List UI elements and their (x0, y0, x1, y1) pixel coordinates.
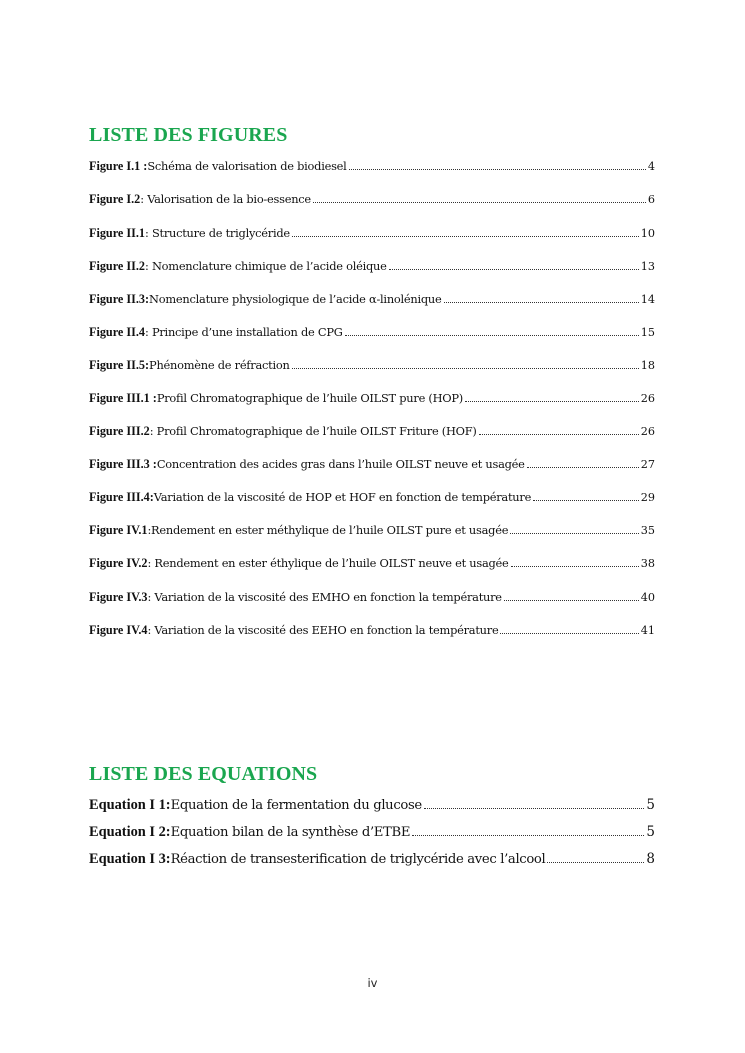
figure-title: : Principe d’une installation de CPG (144, 324, 343, 339)
figure-page-number: 18 (640, 358, 655, 372)
figure-label: Figure II.5: (89, 357, 150, 372)
figure-entry[interactable] (89, 324, 655, 357)
figure-title: : Rendement en ester éthylique de l’huile OILST neuve et usagée (147, 556, 509, 571)
figure-title: Phénomène de réfraction (149, 357, 290, 372)
dot-leader (511, 556, 639, 567)
figure-label: Figure II.4 (89, 324, 145, 339)
figure-entry[interactable] (89, 225, 655, 258)
dot-leader (533, 490, 639, 501)
figure-label: Figure I.2 (89, 192, 141, 207)
figure-page-number: 14 (640, 292, 655, 306)
dot-leader (345, 324, 639, 335)
figure-title: : Structure de triglycéride (144, 225, 290, 240)
figure-entry[interactable] (89, 556, 655, 589)
equations-list-heading: LISTE DES EQUATIONS (89, 763, 318, 785)
figure-label: Figure II.2 (89, 258, 145, 273)
figure-entry[interactable] (89, 358, 655, 391)
figure-page-number: 10 (640, 226, 655, 240)
figure-page-number: 15 (640, 325, 655, 339)
equation-entry[interactable] (89, 823, 655, 850)
figure-entry[interactable] (89, 192, 655, 225)
figure-entry[interactable] (89, 258, 655, 291)
figure-label: Figure IV.4 (89, 622, 148, 637)
figure-title: Nomenclature physiologique de l’acide α-linolénique (149, 291, 442, 306)
dot-leader (389, 258, 639, 269)
equation-title: Equation bilan de la synthèse d’ETBE (170, 825, 411, 841)
dot-leader (349, 159, 646, 170)
figure-label: Figure I.1 : (89, 159, 148, 174)
equation-label: Equation I 3: (89, 851, 171, 868)
figure-label: Figure III.4: (89, 490, 154, 505)
figure-label: Figure II.1 (89, 225, 145, 240)
dot-leader (313, 192, 646, 203)
figure-entry[interactable] (89, 424, 655, 457)
figure-page-number: 35 (640, 524, 655, 538)
figure-label: Figure IV.3 (89, 589, 148, 604)
figure-entry[interactable] (89, 622, 655, 655)
figure-title: Concentration des acides gras dans l’huile OILST neuve et usagée (156, 457, 525, 472)
dot-leader (424, 796, 645, 809)
page-number: iv (367, 976, 378, 990)
equations-list (89, 796, 655, 877)
figure-title: : Variation de la viscosité des EMHO en fonction la température (147, 589, 502, 604)
dot-leader (479, 424, 639, 435)
dot-leader (510, 523, 639, 534)
equation-entry[interactable] (89, 850, 655, 877)
figure-page-number: 26 (640, 392, 655, 406)
figure-entry[interactable] (89, 490, 655, 523)
figure-title: Profil Chromatographique de l’huile OILST pure (HOP) (156, 391, 464, 406)
equation-entry[interactable] (89, 796, 655, 823)
figure-label: Figure III.3 : (89, 457, 157, 472)
figure-entry[interactable] (89, 391, 655, 424)
figure-entry[interactable] (89, 291, 655, 324)
figures-list (89, 159, 655, 655)
figure-page-number: 41 (640, 623, 655, 637)
figure-entry[interactable] (89, 457, 655, 490)
dot-leader (292, 358, 639, 369)
equation-page-number: 5 (646, 797, 655, 814)
equation-title: Réaction de transesterification de triglycéride avec l’alcool (170, 852, 546, 868)
dot-leader (292, 225, 639, 236)
figure-title: Variation de la viscosité de HOP et HOF en fonction de température (153, 490, 532, 505)
figure-title: : Nomenclature chimique de l’acide oléique (144, 258, 387, 273)
figure-page-number: 27 (640, 458, 655, 472)
figure-label: Figure IV.2 (89, 556, 148, 571)
dot-leader (504, 589, 639, 600)
equation-page-number: 5 (646, 824, 655, 841)
figure-title: : Variation de la viscosité des EEHO en fonction la température (147, 622, 499, 637)
equation-title: Equation de la fermentation du glucose (170, 798, 422, 814)
dot-leader (465, 391, 639, 402)
figure-entry[interactable] (89, 523, 655, 556)
figure-page-number: 29 (640, 491, 655, 505)
figure-page-number: 13 (640, 259, 655, 273)
figure-label: Figure IV.1 (89, 523, 148, 538)
dot-leader (444, 291, 639, 302)
figures-list-heading: LISTE DES FIGURES (89, 124, 288, 146)
equation-label: Equation I 1: (89, 797, 171, 814)
dot-leader (412, 823, 644, 836)
dot-leader (547, 850, 644, 863)
figure-entry[interactable] (89, 589, 655, 622)
equation-label: Equation I 2: (89, 824, 171, 841)
figure-page-number: 4 (647, 160, 655, 174)
figure-label: Figure III.1 : (89, 391, 157, 406)
figure-title: : Profil Chromatographique de l’huile OILST Friture (HOF) (149, 424, 477, 439)
figure-title: :Rendement en ester méthylique de l’huile OILST pure et usagée (147, 523, 509, 538)
figure-title: Schéma de valorisation de biodiesel (147, 159, 347, 174)
figure-title: : Valorisation de la bio-essence (140, 192, 311, 207)
dot-leader (527, 457, 639, 468)
figure-entry[interactable] (89, 159, 655, 192)
figure-page-number: 38 (640, 557, 655, 571)
figure-label: Figure II.3: (89, 291, 150, 306)
figure-label: Figure III.2 (89, 424, 150, 439)
figure-page-number: 40 (640, 590, 655, 604)
equation-page-number: 8 (646, 851, 655, 868)
figure-page-number: 6 (647, 193, 655, 207)
figure-page-number: 26 (640, 425, 655, 439)
dot-leader (500, 622, 638, 633)
